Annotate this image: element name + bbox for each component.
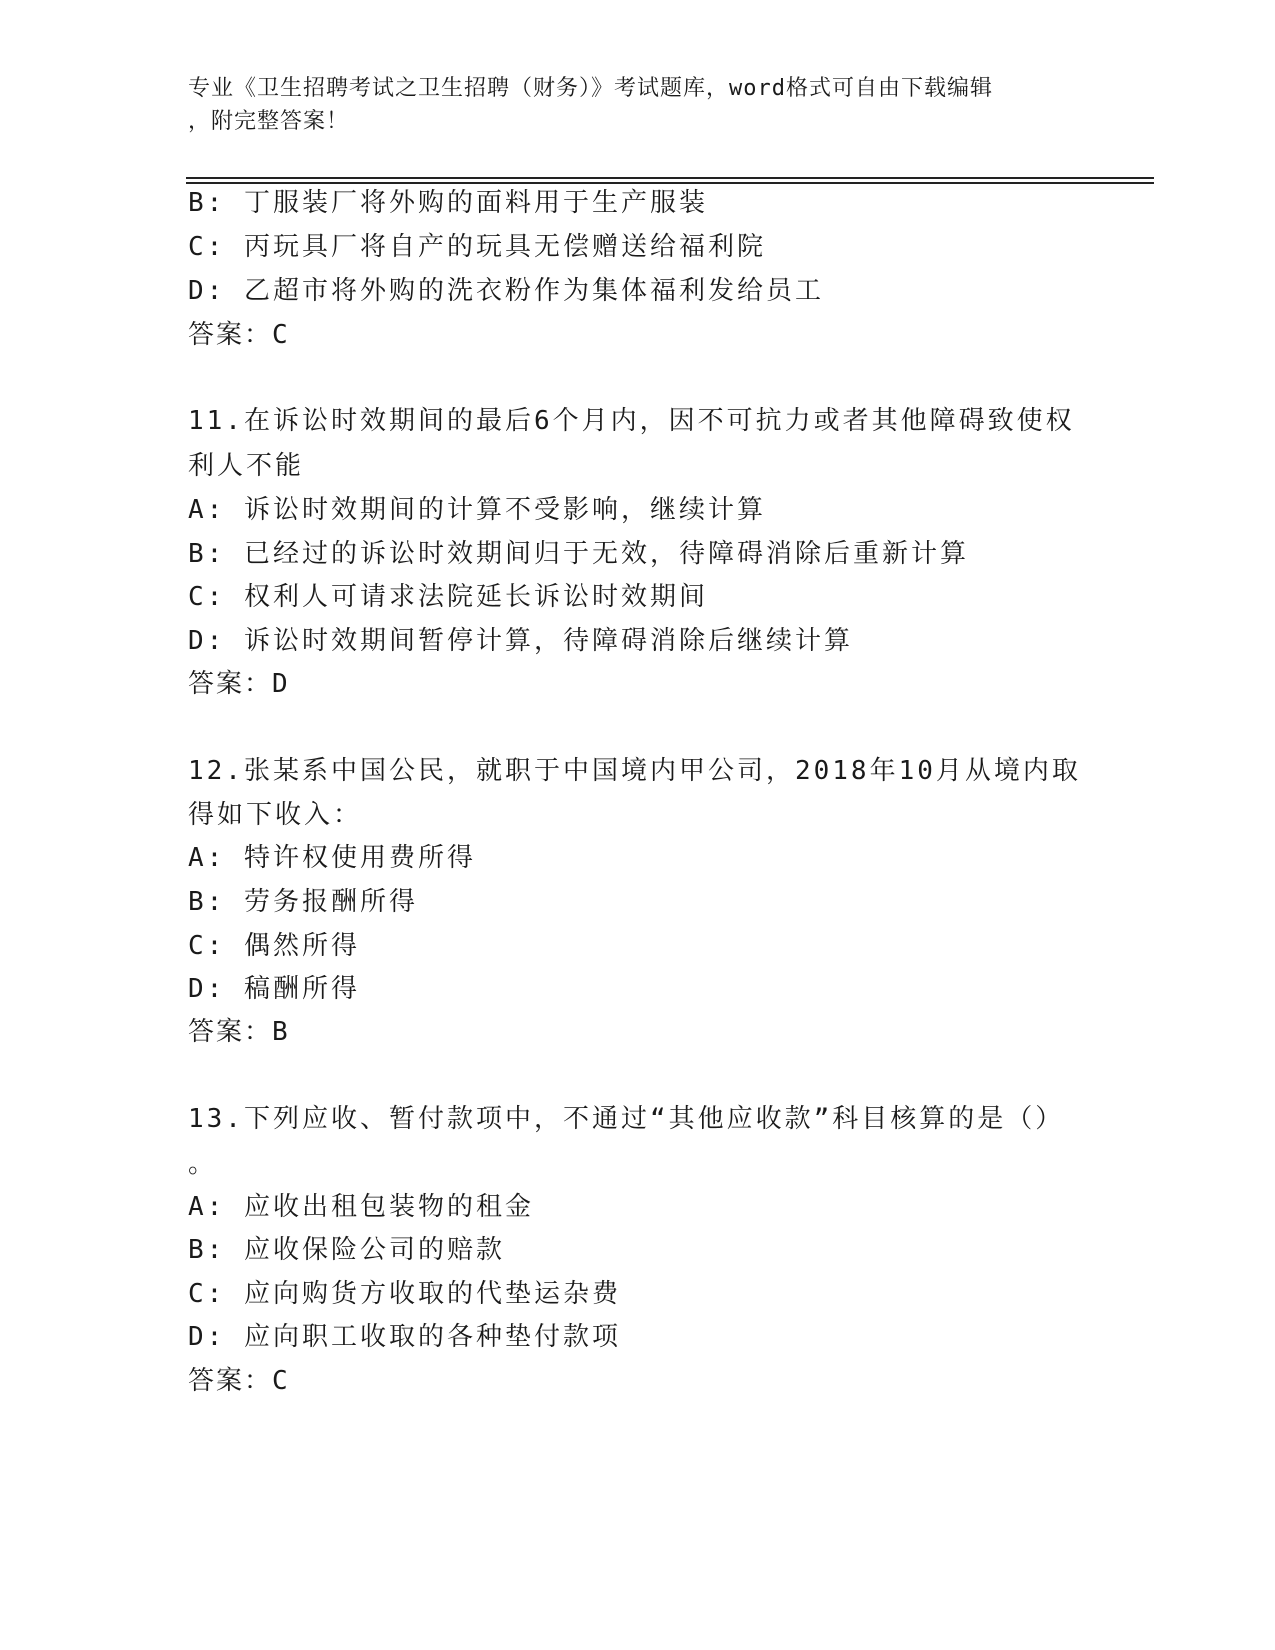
header-title-line-2: ，附完整答案！ [188, 109, 350, 134]
q11-option-a: A: 诉讼时效期间的计算不受影响，继续计算 [188, 495, 766, 525]
q12-option-d: D: 稿酬所得 [188, 974, 360, 1004]
q11-answer: 答案：D [188, 669, 290, 699]
header-title-line-1: 专业《卫生招聘考试之卫生招聘（财务）》考试题库，word格式可自由下载编辑 [188, 76, 993, 101]
header-divider-bottom [186, 182, 1154, 184]
q10-option-c: C: 丙玩具厂将自产的玩具无偿赠送给福利院 [188, 232, 766, 262]
q11-stem-line-2: 利人不能 [188, 451, 305, 481]
q13-stem-line-1: 13.下列应收、暂付款项中，不通过“其他应收款”科目核算的是（） [188, 1104, 1065, 1134]
q12-stem-line-1: 12.张某系中国公民，就职于中国境内甲公司，2018年10月从境内取 [188, 756, 1081, 786]
q10-option-d: D: 乙超市将外购的洗衣粉作为集体福利发给员工 [188, 276, 824, 306]
q12-stem-line-2: 得如下收入： [188, 800, 363, 830]
q13-answer: 答案：C [188, 1366, 290, 1396]
q11-option-c: C: 权利人可请求法院延长诉讼时效期间 [188, 582, 708, 612]
q12-answer: 答案：B [188, 1017, 290, 1047]
q13-option-d: D: 应向职工收取的各种垫付款项 [188, 1322, 621, 1352]
q12-option-a: A: 特许权使用费所得 [188, 843, 476, 873]
q13-option-c: C: 应向购货方收取的代垫运杂费 [188, 1279, 621, 1309]
q10-option-b: B: 丁服装厂将外购的面料用于生产服装 [188, 188, 708, 218]
header-divider-top [186, 177, 1154, 179]
q12-option-b: B: 劳务报酬所得 [188, 887, 418, 917]
q11-option-b: B: 已经过的诉讼时效期间归于无效，待障碍消除后重新计算 [188, 539, 969, 569]
q11-option-d: D: 诉讼时效期间暂停计算，待障碍消除后继续计算 [188, 626, 853, 656]
q13-option-b: B: 应收保险公司的赔款 [188, 1235, 505, 1265]
q12-option-c: C: 偶然所得 [188, 931, 360, 961]
q13-stem-line-2: 。 [188, 1149, 218, 1179]
q13-option-a: A: 应收出租包装物的租金 [188, 1192, 534, 1222]
q10-answer: 答案：C [188, 320, 290, 350]
q11-stem-line-1: 11.在诉讼时效期间的最后6个月内，因不可抗力或者其他障碍致使权 [188, 406, 1075, 436]
document-header [188, 72, 1068, 138]
